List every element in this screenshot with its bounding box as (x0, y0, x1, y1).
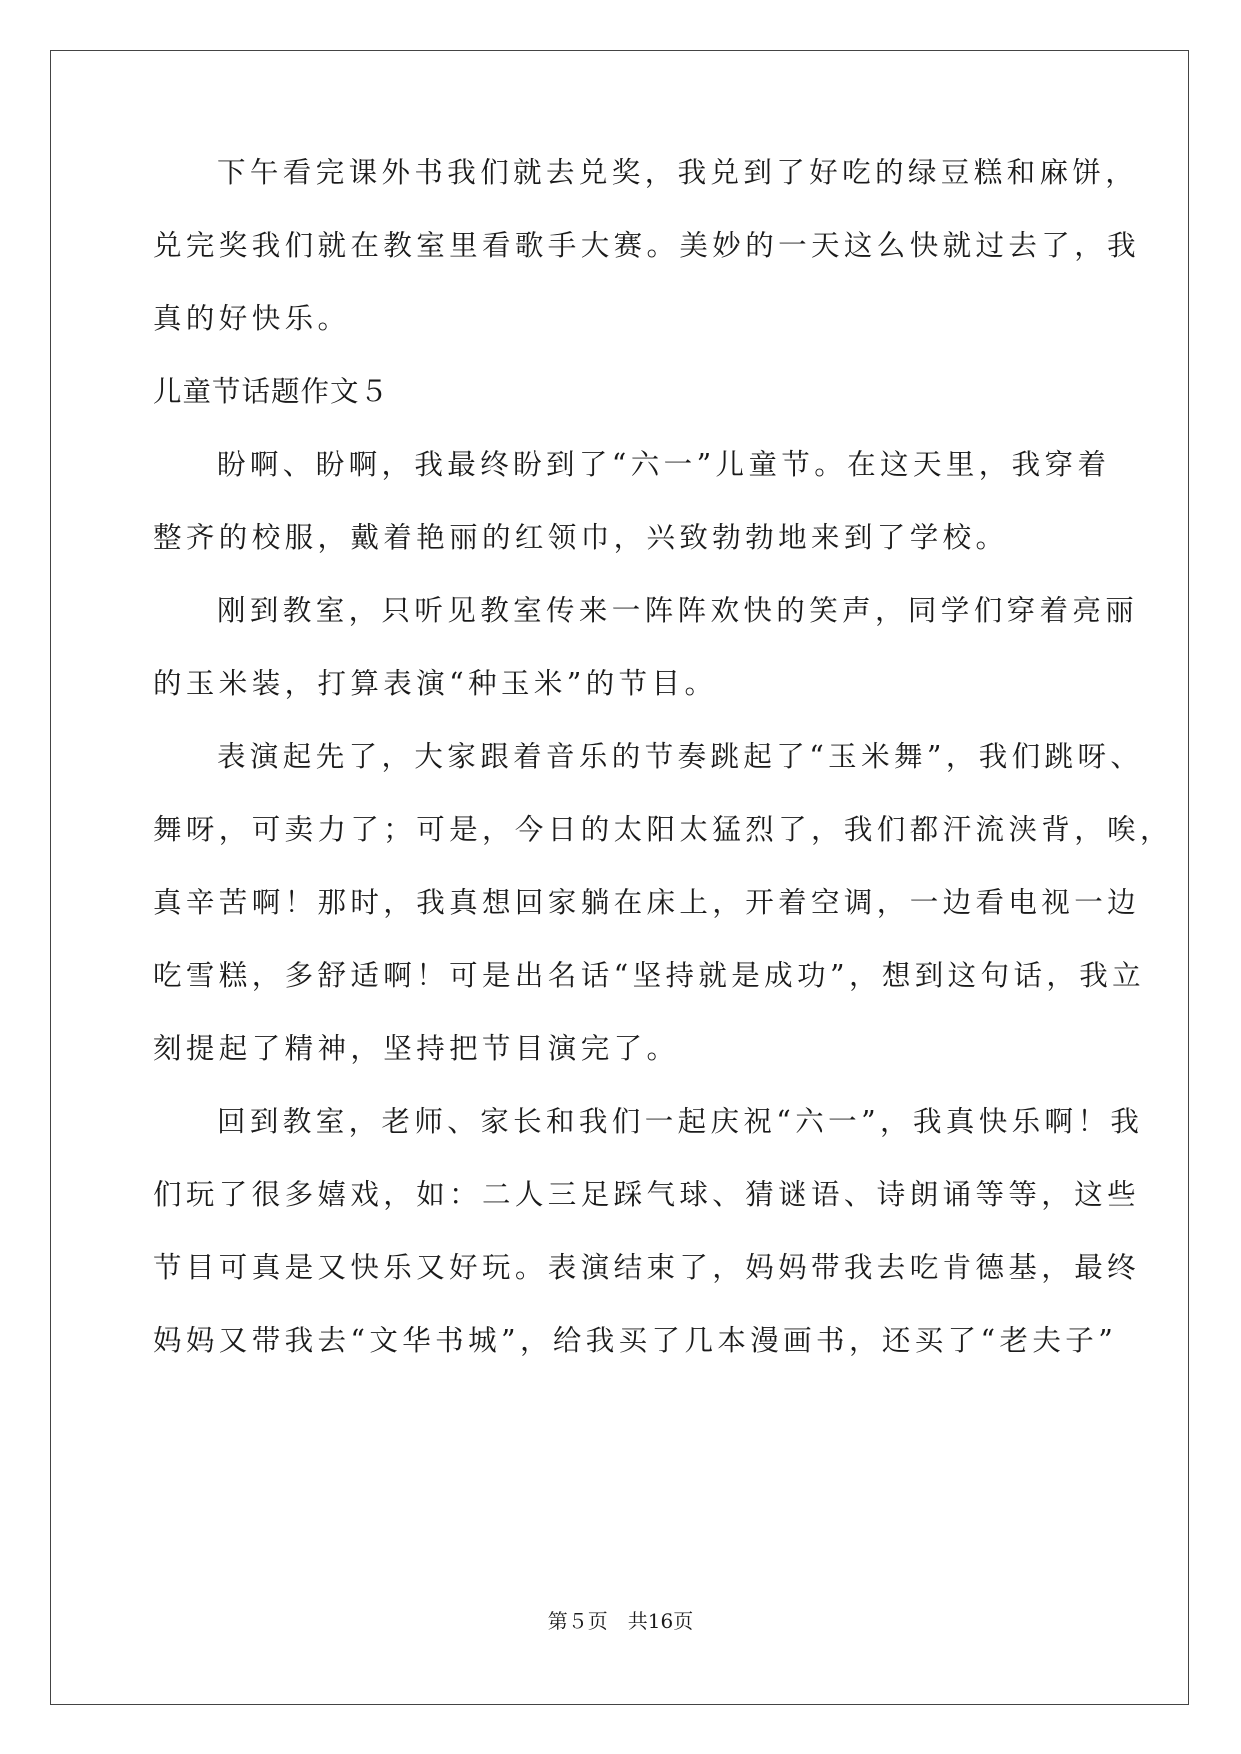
text-line: 盼啊、盼啊，我最终盼到了“六一”儿童节。在这天里，我穿着 (217, 448, 1111, 481)
text-line: 刻提起了精神，坚持把节目演完了。 (153, 1032, 680, 1065)
text-line: 真辛苦啊！那时，我真想回家躺在床上，开着空调，一边看电视一边 (153, 886, 1141, 919)
text-line: 回到教室，老师、家长和我们一起庆祝“六一”，我真快乐啊！我 (217, 1105, 1144, 1138)
text-line: 的玉米装，打算表演“种玉米”的节目。 (153, 667, 718, 700)
text-line: 舞呀，可卖力了；可是，今日的太阳太猛烈了，我们都汗流浃背，唉， (153, 813, 1173, 846)
text-line: 吃雪糕，多舒适啊！可是出名话“坚持就是成功”，想到这句话，我立 (153, 959, 1146, 992)
page-footer: 第５页 共16页 (547, 1609, 694, 1633)
text-line: 兑完奖我们就在教室里看歌手大赛。美妙的一天这么快就过去了，我 (153, 229, 1141, 262)
text-line: 下午看完课外书我们就去兑奖，我兑到了好吃的绿豆糕和麻饼， (217, 156, 1139, 189)
text-line: 妈妈又带我去“文华书城”，给我买了几本漫画书，还买了“老夫子” (153, 1324, 1118, 1357)
text-line: 刚到教室，只听见教室传来一阵阵欢快的笑声，同学们穿着亮丽 (217, 594, 1139, 627)
text-line: 真的好快乐。 (153, 302, 351, 335)
section-heading: 儿童节话题作文５ (153, 375, 390, 408)
text-line: 整齐的校服，戴着艳丽的红领巾，兴致勃勃地来到了学校。 (153, 521, 1009, 554)
text-line: 表演起先了，大家跟着音乐的节奏跳起了“玉米舞”，我们跳呀、 (217, 740, 1144, 773)
text-line: 节目可真是又快乐又好玩。表演结束了，妈妈带我去吃肯德基，最终 (153, 1251, 1141, 1284)
text-line: 们玩了很多嬉戏，如：二人三足踩气球、猜谜语、诗朗诵等等，这些 (153, 1178, 1141, 1211)
